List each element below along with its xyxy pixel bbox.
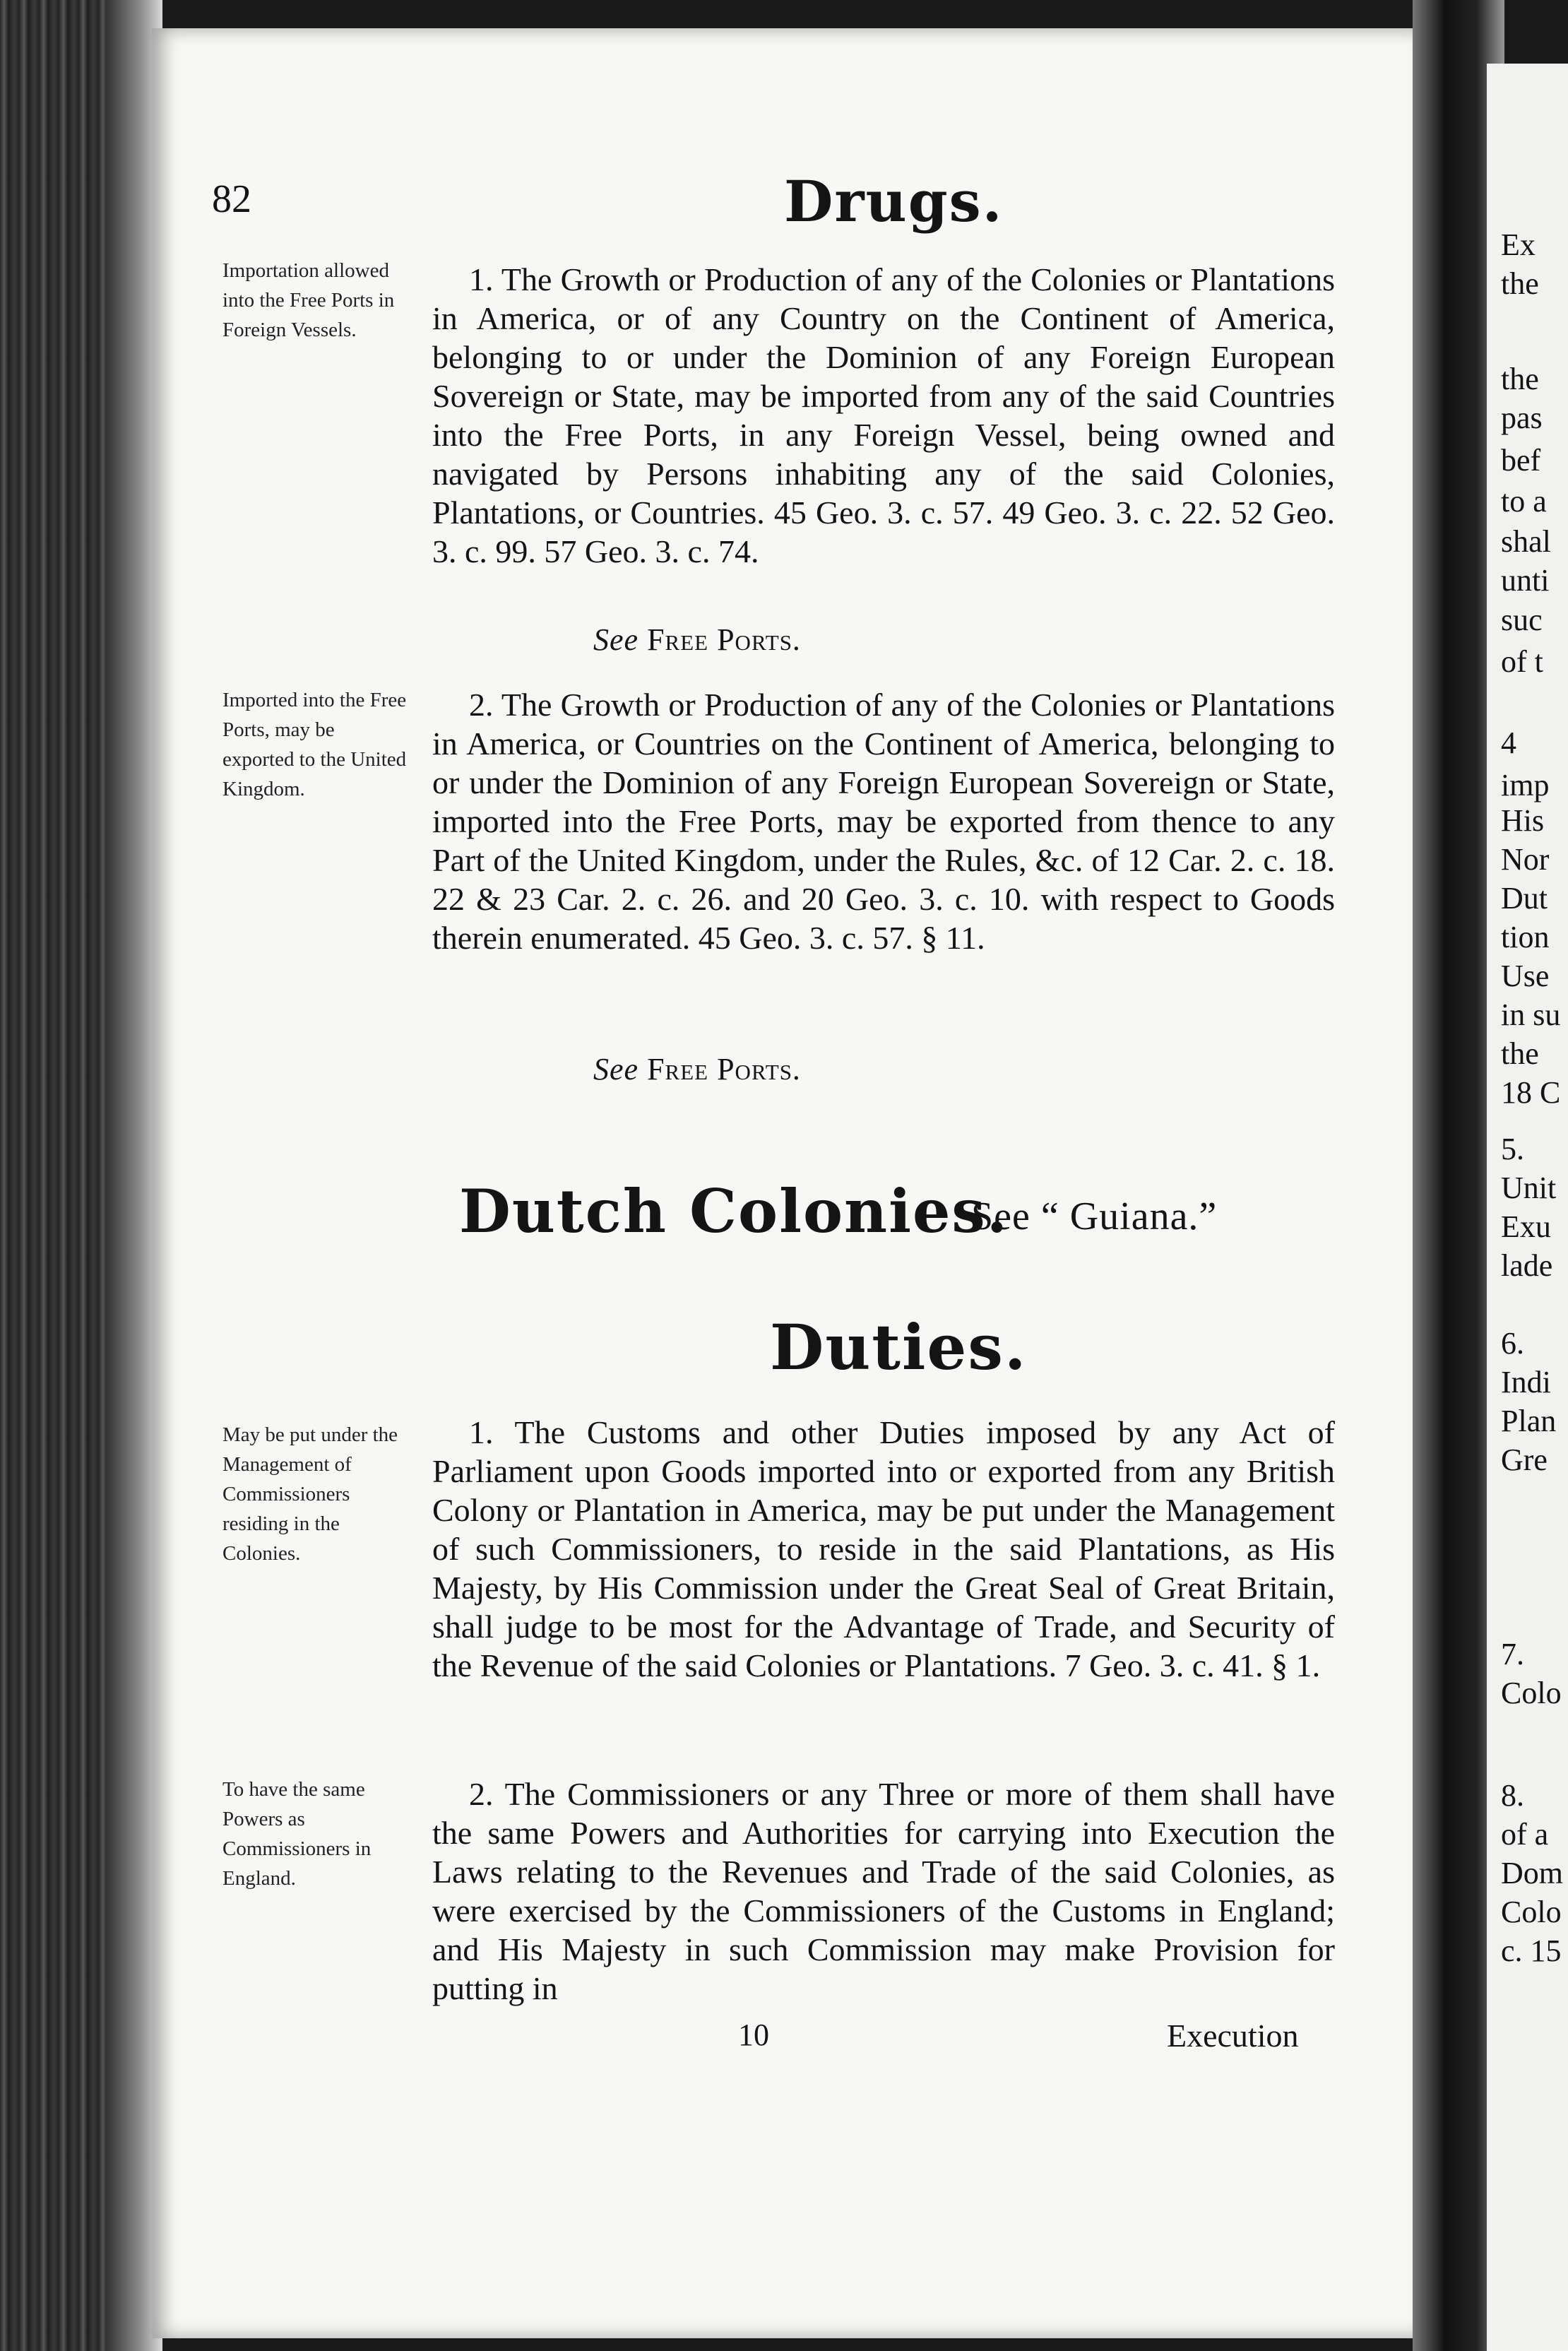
- adjacent-page-text-fragment: Unit: [1501, 1171, 1557, 1205]
- adjacent-page-text-fragment: imp: [1501, 768, 1550, 803]
- adjacent-page-text-fragment: 18 C: [1501, 1075, 1561, 1110]
- adjacent-page-text-fragment: the: [1501, 1036, 1539, 1071]
- adjacent-page-text-fragment: Gre: [1501, 1443, 1548, 1477]
- paragraph-duties-1: 1. The Customs and other Duties imposed by any Act of Parliament upon Goods imported into or exported from any British Colony or Plantation in America, may be put under the Management of such Commissioners, to reside in the said Plantations, as His Majesty, by His Commission under the Great Seal of Great Britain, shall judge to be most for the Advantage of Trade, and Security of the Revenue of the said Colonies or Plantations. 7 Geo. 3. c. 41. § 1.: [432, 1414, 1335, 1683]
- book-binding: [0, 0, 113, 2351]
- adjacent-page-text-fragment: of t: [1501, 644, 1543, 679]
- adjacent-page-text-fragment: Dut: [1501, 881, 1548, 916]
- heading-drugs: Drugs.: [784, 168, 1004, 235]
- adjacent-page-text-fragment: Ex: [1501, 227, 1536, 262]
- adjacent-page-text-fragment: unti: [1501, 563, 1550, 598]
- see-word: See: [593, 1052, 639, 1086]
- page-number: 82: [212, 177, 251, 221]
- adjacent-page-text-fragment: the: [1501, 266, 1539, 301]
- adjacent-page-text-fragment: Exu: [1501, 1209, 1551, 1244]
- reference-target: Free Ports.: [647, 1052, 801, 1086]
- adjacent-page-text-fragment: Colo: [1501, 1676, 1562, 1710]
- adjacent-page-text-fragment: Use: [1501, 959, 1550, 993]
- reference-target: Free Ports.: [647, 622, 801, 657]
- adjacent-page-text-fragment: 4: [1501, 726, 1516, 760]
- adjacent-page-text-fragment: 6.: [1501, 1326, 1524, 1361]
- see-reference: [593, 1051, 801, 1087]
- adjacent-page-text-fragment: lade: [1501, 1248, 1553, 1283]
- adjacent-page-text-fragment: 5.: [1501, 1132, 1524, 1166]
- heading-dutch-colonies: Dutch Colonies.: [459, 1176, 1009, 1246]
- adjacent-page-text-fragment: shal: [1501, 524, 1551, 559]
- adjacent-page-edge: [1487, 64, 1568, 2351]
- signature-mark: 10: [738, 2018, 769, 2052]
- see-guiana-reference: See “ Guiana.”: [971, 1195, 1218, 1238]
- side-note: Importation allowed into the Free Ports in Foreign Vessels.: [222, 259, 395, 341]
- adjacent-page-text-fragment: c. 15: [1501, 1933, 1562, 1968]
- heading-duties: Duties.: [770, 1310, 1028, 1384]
- adjacent-page-text-fragment: in su: [1501, 997, 1561, 1032]
- paragraph-duties-2: 2. The Commissioners or any Three or more of them shall have the same Powers and Authorities for carrying into Execution the Laws relating to the Revenues and Trade of the said Colonies, as were exercised by the Commissioners of the Customs in England; and His Majesty in such Commission may make Provision for putting in: [432, 1776, 1335, 2006]
- see-word: See: [593, 622, 639, 657]
- see-reference: [593, 622, 801, 658]
- adjacent-page-text-fragment: His: [1501, 803, 1545, 838]
- paragraph-drugs-1: 1. The Growth or Production of any of the Colonies or Plantations in America, or of any Country on the Continent of America, belonging to or under the Dominion of any Foreign European Sovereign or State, may be imported from any of the said Countries into the Free Ports, in any Foreign Vessel, being owned and navigated by Persons inhabiting any of the said Colonies, Plantations, or Countries. 45 Geo. 3. c. 57. 49 Geo. 3. c. 22. 52 Geo. 3. c. 99. 57 Geo. 3. c. 74.: [432, 261, 1335, 569]
- adjacent-page-text-fragment: 8.: [1501, 1778, 1524, 1813]
- catchword: Execution: [1167, 2018, 1299, 2054]
- adjacent-page-text-fragment: bef: [1501, 443, 1541, 478]
- adjacent-page-text-fragment: pas: [1501, 401, 1543, 435]
- adjacent-page-text-fragment: 7.: [1501, 1637, 1524, 1671]
- adjacent-page-text-fragment: Colo: [1501, 1895, 1562, 1929]
- side-note: May be put under the Management of Commissioners residing in the Colonies.: [222, 1423, 398, 1565]
- paragraph-drugs-2: 2. The Growth or Production of any of the Colonies or Plantations in America, or Countries on the Continent of America, belonging to or under the Dominion of any Foreign European Sovereign or State, imported into the Free Ports, may be exported from thence to any Part of the United Kingdom, under the Rules, &c. of 12 Car. 2. c. 18. 22 & 23 Car. 2. c. 26. and 20 Geo. 3. c. 10. with respect to Goods therein enumerated. 45 Geo. 3. c. 57. § 11.: [432, 687, 1335, 956]
- adjacent-page-text-fragment: to a: [1501, 484, 1547, 519]
- adjacent-page-text-fragment: Indi: [1501, 1365, 1551, 1399]
- adjacent-page-text-fragment: Dom: [1501, 1856, 1563, 1890]
- adjacent-page-text-fragment: of a: [1501, 1817, 1549, 1852]
- side-note: Imported into the Free Ports, may be exported to the United Kingdom.: [222, 689, 407, 800]
- adjacent-page-text-fragment: suc: [1501, 603, 1543, 637]
- adjacent-page-text-fragment: Plan: [1501, 1404, 1557, 1438]
- side-note: To have the same Powers as Commissioners in England.: [222, 1778, 372, 1890]
- adjacent-page-text-fragment: tion: [1501, 920, 1550, 954]
- adjacent-page-text-fragment: the: [1501, 362, 1539, 396]
- adjacent-page-text-fragment: Nor: [1501, 842, 1550, 877]
